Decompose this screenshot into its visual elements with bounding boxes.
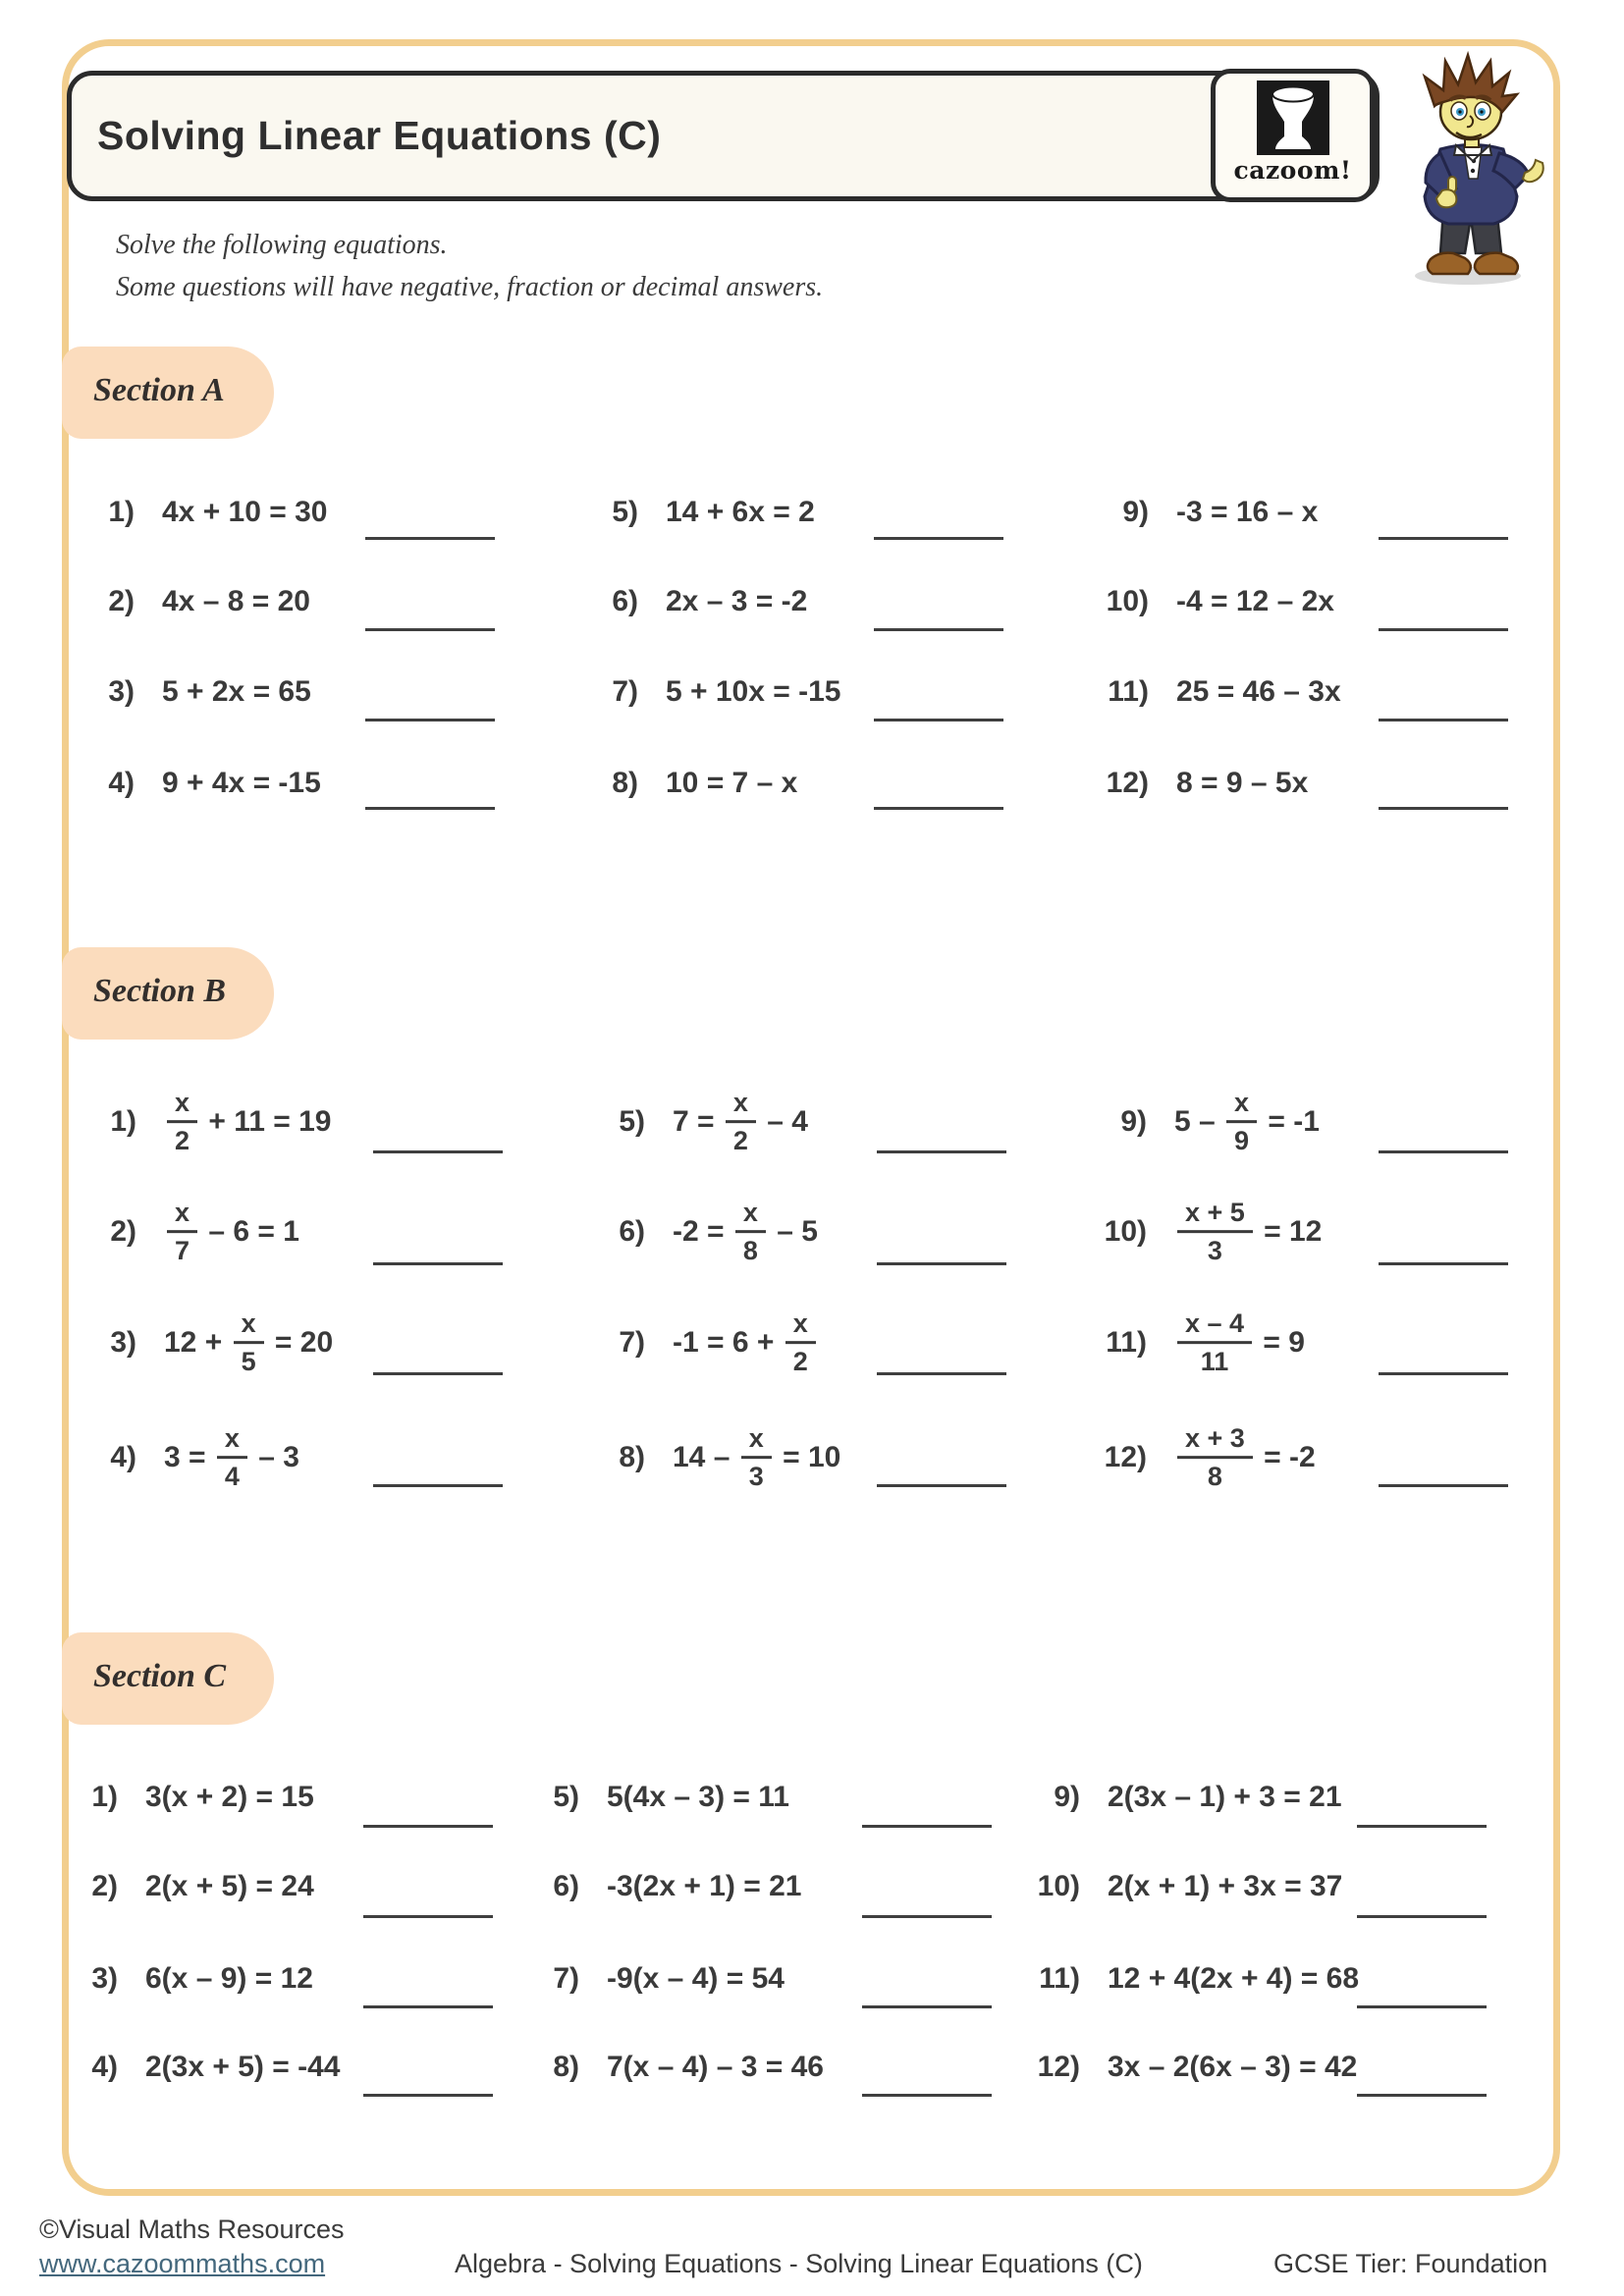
- question-number: 10): [1104, 1215, 1147, 1248]
- section-a-header: [62, 347, 274, 439]
- equation-text: -4 = 12 – 2x: [1176, 585, 1334, 617]
- section-c-header: [62, 1632, 274, 1725]
- section-a-label: Section A: [93, 372, 225, 408]
- answer-line: [373, 1262, 503, 1265]
- equation-text: = 20: [266, 1326, 334, 1359]
- question-equation: [145, 1781, 314, 1814]
- question-number: 4): [108, 767, 135, 799]
- question-equation: [1108, 2051, 1357, 2084]
- footer-copyright: ©Visual Maths Resources: [39, 2215, 345, 2244]
- question-number: 2): [110, 1215, 136, 1248]
- question-equation: [145, 2051, 340, 2084]
- equation-text: 7(x – 4) – 3 = 46: [607, 2051, 824, 2083]
- question-number: 5): [553, 1781, 579, 1813]
- question-equation: [162, 496, 328, 529]
- page-title: Solving Linear Equations (C): [97, 113, 662, 158]
- fraction: $\frac{x + 5}{3}$: [1177, 1199, 1253, 1265]
- fraction: $\frac{x}{9}$: [1226, 1089, 1257, 1155]
- fraction: $\frac{x}{7}$: [167, 1199, 197, 1265]
- instructions-line-1: Solve the following equations.: [116, 230, 448, 260]
- equation-text: 5 + 2x = 65: [162, 675, 311, 708]
- question-equation: [145, 1870, 314, 1903]
- instructions-line-2: Some questions will have negative, fraction or decimal answers.: [116, 272, 824, 303]
- answer-line: [363, 1825, 493, 1828]
- equation-text: – 5: [768, 1215, 818, 1248]
- mascot-boy-illustration: [1389, 51, 1556, 292]
- question-number: 1): [91, 1781, 118, 1813]
- question-number: 12): [1037, 2051, 1080, 2083]
- equation-text: – 3: [249, 1441, 299, 1473]
- footer-gcse-tier: GCSE Tier: Foundation: [1273, 2249, 1548, 2278]
- answer-line: [365, 628, 495, 631]
- question-number: 11): [1106, 1326, 1147, 1359]
- question-equation: [607, 2051, 824, 2084]
- answer-line: [1379, 628, 1508, 631]
- question-equation: [666, 496, 815, 529]
- question-number: 8): [619, 1441, 645, 1473]
- question-equation: [1174, 1424, 1316, 1491]
- question-equation: [164, 1424, 299, 1491]
- fraction: $\frac{x - 4}{11}$: [1177, 1309, 1252, 1376]
- question-equation: [1174, 1089, 1320, 1155]
- question-equation: [673, 1089, 808, 1155]
- answer-line: [1357, 2005, 1487, 2008]
- equation-text: 8 = 9 – 5x: [1176, 767, 1309, 799]
- question-number: 4): [110, 1441, 136, 1473]
- equation-text: 12 +: [164, 1326, 231, 1359]
- answer-line: [1379, 1262, 1508, 1265]
- equation-text: 12 + 4(2x + 4) = 68: [1108, 1962, 1360, 1995]
- cazoom-logo: [1211, 69, 1375, 202]
- section-b-label: Section B: [93, 973, 227, 1009]
- question-equation: [164, 1199, 299, 1265]
- answer-line: [363, 2094, 493, 2097]
- answer-line: [1379, 1484, 1508, 1487]
- equation-text: 5 –: [1174, 1105, 1224, 1138]
- question-number: 5): [619, 1105, 645, 1138]
- answer-line: [1379, 537, 1508, 540]
- question-number: 6): [619, 1215, 645, 1248]
- equation-text: -9(x – 4) = 54: [607, 1962, 785, 1995]
- equation-text: 2(3x + 5) = -44: [145, 2051, 341, 2083]
- question-equation: [1174, 1309, 1305, 1376]
- answer-line: [877, 1372, 1006, 1375]
- equation-text: 5 + 10x = -15: [666, 675, 841, 708]
- equation-text: 2x – 3 = -2: [666, 585, 808, 617]
- question-number: 5): [612, 496, 638, 528]
- answer-line: [1379, 1150, 1508, 1153]
- section-b-header: [62, 947, 274, 1040]
- equation-text: 3x – 2(6x – 3) = 42: [1108, 2051, 1358, 2083]
- question-equation: [1176, 496, 1318, 529]
- answer-line: [874, 537, 1003, 540]
- answer-line: [365, 719, 495, 721]
- answer-line: [365, 807, 495, 810]
- equation-text: 9 + 4x = -15: [162, 767, 321, 799]
- equation-text: -2 =: [673, 1215, 732, 1248]
- answer-line: [874, 628, 1003, 631]
- question-equation: [145, 1962, 313, 1996]
- equation-text: -3 = 16 – x: [1176, 496, 1319, 528]
- question-number: 10): [1106, 585, 1149, 617]
- question-equation: [673, 1199, 818, 1265]
- equation-text: -3(2x + 1) = 21: [607, 1870, 802, 1902]
- question-equation: [673, 1309, 819, 1376]
- question-number: 9): [1054, 1781, 1080, 1813]
- question-number: 12): [1104, 1441, 1147, 1473]
- question-equation: [1176, 675, 1341, 709]
- question-number: 4): [91, 2051, 118, 2083]
- answer-line: [862, 2005, 992, 2008]
- fraction: $\frac{x}{2}$: [726, 1089, 756, 1155]
- section-c-label: Section C: [93, 1658, 227, 1694]
- answer-line: [862, 1825, 992, 1828]
- answer-line: [1379, 719, 1508, 721]
- fraction: $\frac{x + 3}{8}$: [1177, 1424, 1253, 1491]
- question-equation: [164, 1089, 332, 1155]
- question-number: 6): [612, 585, 638, 617]
- question-number: 3): [110, 1326, 136, 1359]
- fraction: $\frac{x}{4}$: [217, 1424, 247, 1491]
- question-number: 11): [1039, 1962, 1080, 1995]
- equation-text: – 6 = 1: [200, 1215, 299, 1248]
- answer-line: [862, 1915, 992, 1918]
- question-equation: [1174, 1199, 1322, 1265]
- question-number: 7): [619, 1326, 645, 1359]
- equation-text: 2(x + 1) + 3x = 37: [1108, 1870, 1343, 1902]
- equation-text: 2(x + 5) = 24: [145, 1870, 314, 1902]
- question-number: 2): [108, 585, 135, 617]
- equation-text: 4x + 10 = 30: [162, 496, 328, 528]
- question-equation: [162, 767, 321, 800]
- equation-text: = 12: [1255, 1215, 1323, 1248]
- equation-text: 14 + 6x = 2: [666, 496, 815, 528]
- answer-line: [877, 1262, 1006, 1265]
- answer-line: [1357, 1915, 1487, 1918]
- equation-text: = 10: [774, 1441, 841, 1473]
- equation-text: -1 = 6 +: [673, 1326, 783, 1359]
- answer-line: [877, 1484, 1006, 1487]
- question-equation: [164, 1309, 333, 1376]
- question-number: 8): [553, 2051, 579, 2083]
- answer-line: [1357, 1825, 1487, 1828]
- equation-text: 7 =: [673, 1105, 723, 1138]
- question-equation: [666, 675, 840, 709]
- question-number: 3): [91, 1962, 118, 1995]
- question-number: 8): [612, 767, 638, 799]
- fraction: $\frac{x}{2}$: [167, 1089, 197, 1155]
- question-number: 6): [553, 1870, 579, 1902]
- answer-line: [365, 537, 495, 540]
- question-number: 7): [553, 1962, 579, 1995]
- equation-text: 4x – 8 = 20: [162, 585, 310, 617]
- question-equation: [1108, 1870, 1342, 1903]
- question-number: 3): [108, 675, 135, 708]
- question-equation: [673, 1424, 840, 1491]
- answer-line: [373, 1484, 503, 1487]
- cazoom-logo-text: cazoom!: [1233, 156, 1352, 185]
- equation-text: 25 = 46 – 3x: [1176, 675, 1341, 708]
- answer-line: [877, 1150, 1006, 1153]
- question-number: 10): [1037, 1870, 1080, 1902]
- instructions: [116, 224, 823, 309]
- fraction: $\frac{x}{5}$: [234, 1309, 264, 1376]
- question-equation: [1176, 585, 1334, 618]
- answer-line: [373, 1372, 503, 1375]
- title-bar: [67, 71, 1380, 201]
- fraction: $\frac{x}{8}$: [735, 1199, 766, 1265]
- question-equation: [607, 1962, 785, 1996]
- equation-text: + 11 = 19: [200, 1105, 332, 1138]
- answer-line: [1379, 1372, 1508, 1375]
- answer-line: [874, 719, 1003, 721]
- question-equation: [607, 1870, 801, 1903]
- equation-text: 6(x – 9) = 12: [145, 1962, 313, 1995]
- footer-breadcrumb: Algebra - Solving Equations - Solving Linear Equations (C): [455, 2249, 1143, 2278]
- question-equation: [1108, 1962, 1359, 1996]
- answer-line: [1379, 807, 1508, 810]
- question-number: 11): [1108, 675, 1149, 708]
- equation-text: – 4: [758, 1105, 808, 1138]
- footer-website-link[interactable]: www.cazoommaths.com: [39, 2249, 326, 2278]
- question-number: 9): [1122, 496, 1149, 528]
- equation-text: 5(4x – 3) = 11: [607, 1781, 789, 1813]
- question-number: 12): [1106, 767, 1149, 799]
- answer-line: [1357, 2094, 1487, 2097]
- question-number: 9): [1120, 1105, 1147, 1138]
- equation-text: 14 –: [673, 1441, 738, 1473]
- question-number: 2): [91, 1870, 118, 1902]
- equation-text: 3(x + 2) = 15: [145, 1781, 314, 1813]
- answer-line: [862, 2094, 992, 2097]
- question-equation: [1176, 767, 1308, 800]
- question-number: 1): [108, 496, 135, 528]
- answer-line: [363, 1915, 493, 1918]
- answer-line: [874, 807, 1003, 810]
- equation-text: = 9: [1255, 1326, 1305, 1359]
- question-number: 1): [110, 1105, 136, 1138]
- answer-line: [373, 1150, 503, 1153]
- question-equation: [162, 675, 311, 709]
- question-equation: [666, 585, 807, 618]
- equation-text: = -2: [1255, 1441, 1316, 1473]
- drum-icon: [1257, 80, 1329, 155]
- equation-text: 10 = 7 – x: [666, 767, 798, 799]
- fraction: $\frac{x}{3}$: [741, 1424, 772, 1491]
- question-equation: [162, 585, 310, 618]
- question-number: 7): [612, 675, 638, 708]
- equation-text: 3 =: [164, 1441, 214, 1473]
- question-equation: [1108, 1781, 1342, 1814]
- question-equation: [666, 767, 797, 800]
- fraction: $\frac{x}{2}$: [785, 1309, 816, 1376]
- equation-text: = -1: [1260, 1105, 1320, 1138]
- answer-line: [363, 2005, 493, 2008]
- question-equation: [607, 1781, 789, 1814]
- equation-text: 2(3x – 1) + 3 = 21: [1108, 1781, 1342, 1813]
